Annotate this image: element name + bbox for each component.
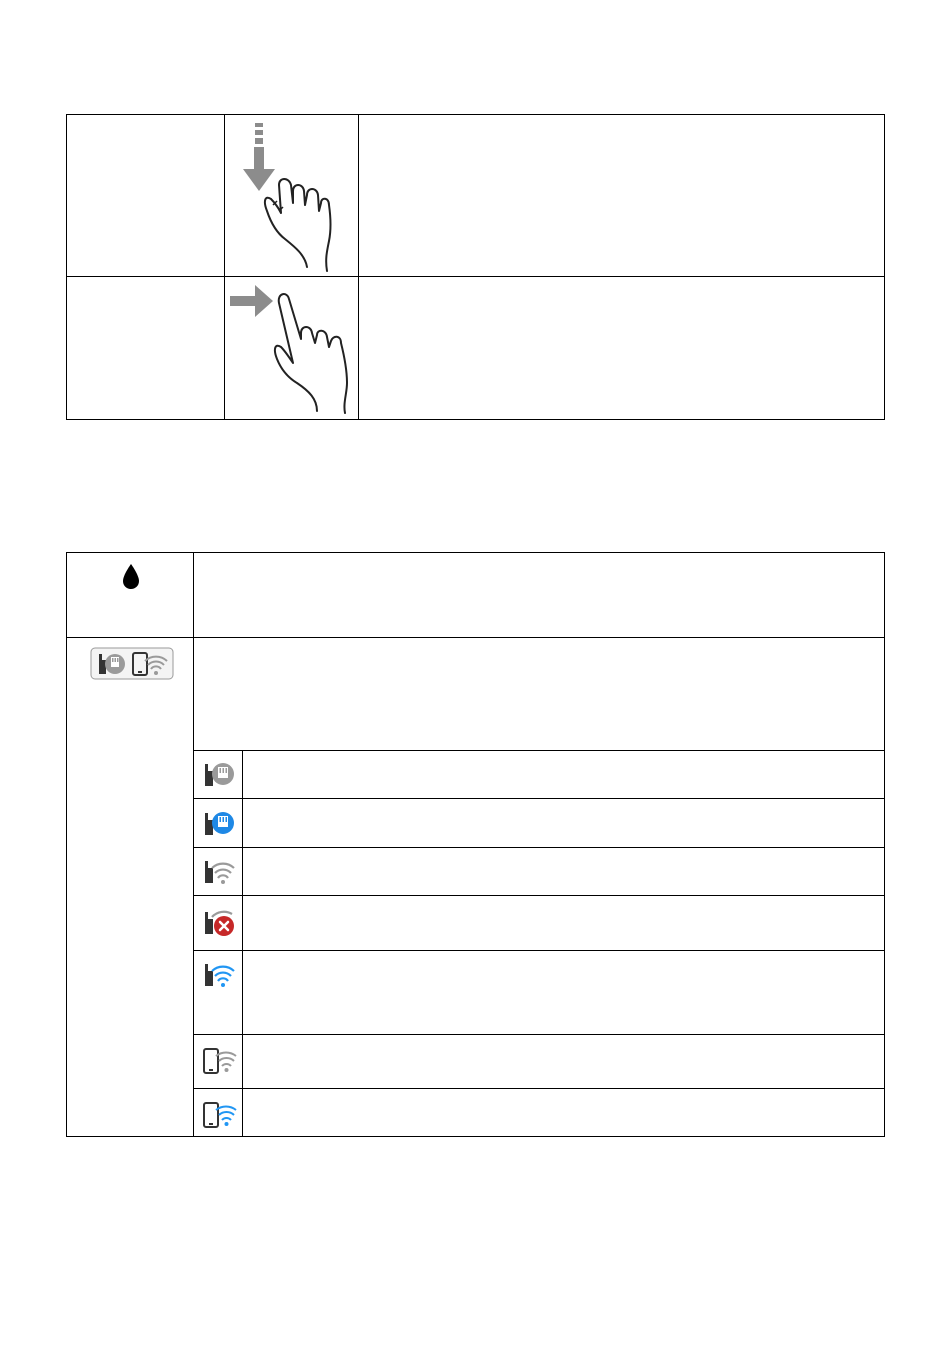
gesture-row-swipe-right (67, 277, 886, 421)
column-divider (242, 750, 243, 1136)
swipe-right-gesture-icon (225, 277, 358, 419)
gesture-table (66, 114, 885, 420)
wifi-direct-enabled-icon (201, 1097, 237, 1131)
wifi-error-icon (201, 904, 237, 938)
row-divider (194, 847, 884, 848)
gesture-row-swipe-down (67, 115, 886, 276)
wifi-direct-disabled-icon (201, 1043, 237, 1077)
row-divider (67, 637, 884, 638)
status-icon-table (66, 552, 885, 1137)
row-divider (194, 1088, 884, 1089)
ethernet-connected-icon (201, 807, 237, 839)
row-divider (194, 950, 884, 951)
wifi-disabled-icon (201, 855, 237, 887)
ethernet-disconnected-icon (201, 758, 237, 790)
network-status-group-icon (90, 647, 174, 680)
row-divider (194, 798, 884, 799)
swipe-down-gesture-icon (225, 115, 358, 276)
column-divider (193, 553, 194, 1136)
ink-drop-icon (120, 563, 142, 591)
row-divider (194, 895, 884, 896)
row-divider (194, 750, 884, 751)
row-divider (194, 1034, 884, 1035)
wifi-connected-icon (201, 958, 237, 990)
